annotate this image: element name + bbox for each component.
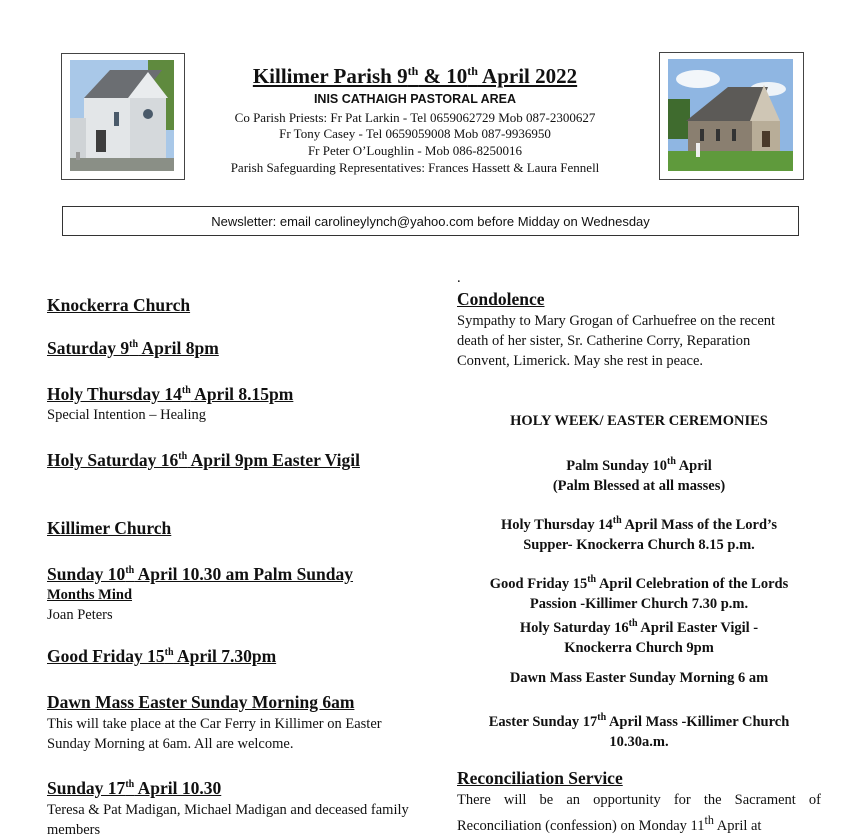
palm-sunday: Palm Sunday 10th April (Palm Blessed at all masses) (552, 456, 726, 494)
sunday-17-text: Teresa & Pat Madigan, Michael Madigan and deceased family members (47, 802, 409, 838)
easter-sunday-ceremony: Easter Sunday 17th April Mass -Killimer Church 10.30a.m. (488, 712, 790, 750)
stone-church-image (668, 59, 793, 171)
priests-line-3: Fr Peter O’Loughlin - Mob 086-8250016 (307, 143, 523, 158)
reconciliation-heading: Reconciliation Service (457, 768, 623, 788)
condolence-heading: Condolence (457, 289, 545, 309)
joan-peters: Joan Peters (47, 607, 113, 623)
special-intention: Special Intention – Healing (47, 407, 207, 423)
dawn-mass-text: This will take place at the Car Ferry in Killimer on Easter Sunday Morning at 6am. All are welcome. (47, 716, 382, 752)
stray-dot: . (457, 270, 461, 286)
killimer-heading: Killimer Church (47, 518, 172, 538)
pastoral-area: INIS CATHAIGH PASTORAL AREA (313, 92, 517, 106)
church-photo-left (61, 53, 185, 180)
safeguarding-line: Parish Safeguarding Representatives: Frances Hassett & Laura Fennell (230, 160, 600, 175)
knockerra-heading: Knockerra Church (47, 295, 191, 315)
newsletter-notice: Newsletter: email carolineylynch@yahoo.com before Midday on Wednesday (62, 206, 799, 236)
holy-thursday-ceremony: Holy Thursday 14th April Mass of the Lord’s Supper- Knockerra Church 8.15 p.m. (501, 515, 777, 553)
good-friday-heading: Good Friday 15th April 7.30pm (47, 646, 277, 666)
white-church-image (70, 60, 174, 171)
church-photo-right (659, 52, 804, 180)
holy-saturday-heading: Holy Saturday 16th April 9pm Easter Vigil (47, 450, 360, 470)
dawn-mass-ceremony: Dawn Mass Easter Sunday Morning 6 am (509, 670, 769, 686)
sunday-10-heading: Sunday 10th April 10.30 am Palm Sunday (47, 564, 354, 584)
reconciliation-text: There will be an opportunity for the Sacrament of Reconciliation (confession) on Monday 11th April at (457, 792, 821, 834)
dawn-mass-heading: Dawn Mass Easter Sunday Morning 6am (47, 692, 355, 712)
condolence-text: Sympathy to Mary Grogan of Carhuefree on the recent death of her sister, Sr. Catherine Corry, Reparation Convent, Limerick. May she rest in peace. (457, 313, 776, 369)
months-mind: Months Mind (47, 587, 133, 603)
sunday-17-heading: Sunday 17th April 10.30 (47, 778, 222, 798)
parish-title: Killimer Parish 9th & 10th April 2022 (252, 64, 578, 88)
good-friday-ceremony: Good Friday 15th April Celebration of the Lords Passion -Killimer Church 7.30 p.m. Holy Saturday 16th April Easter Vigil - Knockerra Church 9pm (489, 574, 789, 656)
priests-line-2: Fr Tony Casey - Tel 0659059008 Mob 087-9936950 (279, 126, 551, 141)
holy-week-heading: HOLY WEEK/ EASTER CEREMONIES (510, 413, 768, 429)
saturday-9-heading: Saturday 9th April 8pm (47, 338, 219, 358)
holy-thursday-heading: Holy Thursday 14th April 8.15pm (47, 384, 294, 404)
priests-line-1: Co Parish Priests: Fr Pat Larkin - Tel 0659062729 Mob 087-2300627 (234, 110, 596, 125)
